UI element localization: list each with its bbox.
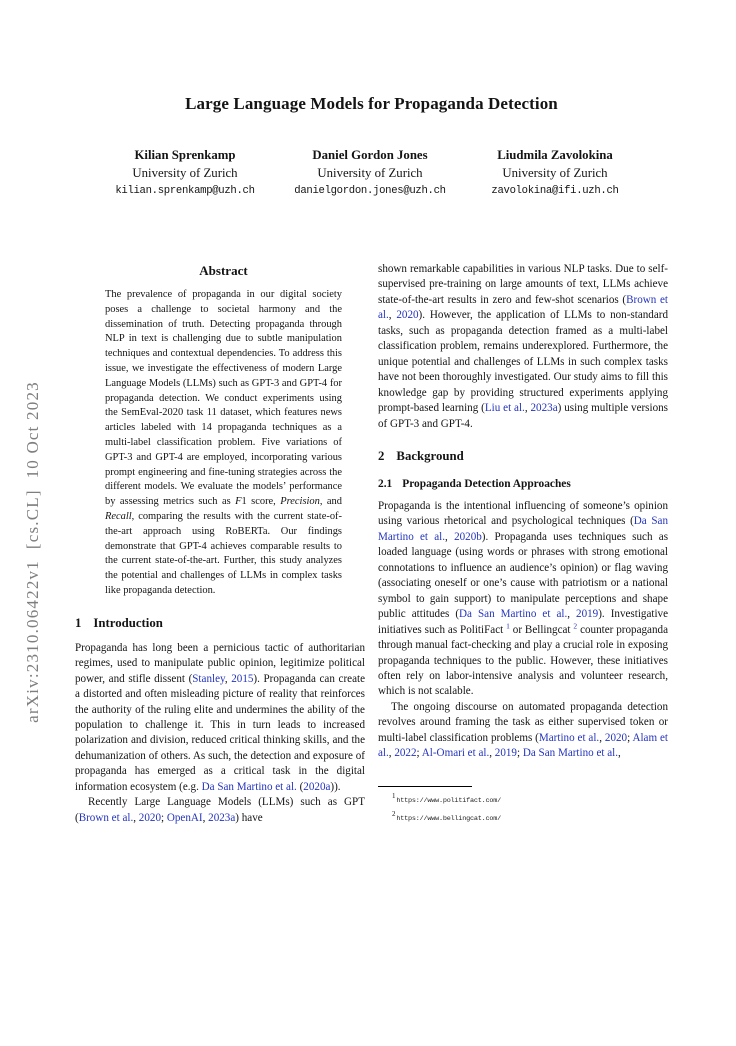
- text-run: ,: [524, 402, 531, 415]
- citation-link[interactable]: 2020: [396, 309, 419, 322]
- text-run: ,: [224, 672, 232, 685]
- footnote-marker[interactable]: 1: [506, 620, 510, 630]
- text-run: or Bellingcat: [509, 623, 574, 636]
- citation-link[interactable]: Liu et al.: [484, 402, 525, 415]
- citation-link[interactable]: Brown et al.: [378, 293, 669, 322]
- text-run: ,: [388, 309, 397, 322]
- paragraph: [75, 795, 365, 826]
- paragraph: [75, 641, 365, 796]
- text-run: The ongoing discourse on automated propaganda detection revolves around framing the task as either supervised token or multi-label classification problems (: [378, 700, 668, 744]
- author-affiliation: University of Zurich: [502, 166, 608, 180]
- text-run: ). Investigative initiatives such as PolitiFact: [378, 608, 669, 636]
- citation-link[interactable]: 2019: [576, 608, 599, 621]
- section-title: Background: [396, 448, 464, 463]
- paper-title: Large Language Models for Propaganda Detection: [185, 94, 558, 113]
- footnote-number: 2: [392, 810, 396, 819]
- text-run: ,: [445, 530, 455, 543]
- text-run: Recall: [105, 510, 132, 522]
- author-affiliation: University of Zurich: [317, 166, 423, 180]
- text-run: ;: [160, 811, 167, 824]
- citation-link[interactable]: 2019: [494, 747, 517, 760]
- citation-link[interactable]: 2020: [604, 731, 628, 744]
- author-card: [466, 148, 644, 197]
- subsection-title: Propaganda Detection Approaches: [402, 477, 571, 490]
- text-run: )).: [330, 780, 341, 793]
- citation-link[interactable]: Martino et al.: [538, 731, 600, 744]
- citation-link[interactable]: Da San Martino et al.: [378, 515, 668, 543]
- citation-link[interactable]: 2020a: [303, 780, 331, 793]
- citation-link[interactable]: Da San Martino et al.: [459, 608, 568, 621]
- paragraph: [378, 700, 668, 762]
- citation-link[interactable]: 2015: [231, 672, 254, 685]
- author-name: Kilian Sprenkamp: [134, 148, 236, 162]
- text-run: ;: [416, 747, 422, 760]
- subsection-heading-propaganda-detection-approaches: [378, 478, 668, 490]
- arxiv-stamp: arXiv:2310.06422v1 [cs.CL] 10 Oct 2023: [23, 381, 42, 723]
- text-run: ) have: [235, 811, 263, 824]
- footnote-rule: [378, 786, 472, 787]
- abstract-heading: Abstract: [199, 263, 248, 278]
- footnote-number: 1: [392, 791, 396, 800]
- text-run: ,: [388, 747, 395, 760]
- text-run: ;: [627, 731, 633, 744]
- text-run: Precision: [280, 496, 320, 508]
- citation-link[interactable]: Brown et al.: [78, 811, 134, 824]
- subsection-number: 2.1: [378, 477, 393, 490]
- author-name: Daniel Gordon Jones: [312, 148, 428, 162]
- author-affiliation: University of Zurich: [132, 166, 238, 180]
- section-number: 1: [75, 615, 82, 630]
- footnote-item: [392, 811, 668, 823]
- author-email-link[interactable]: zavolokina@ifi.uzh.ch: [491, 185, 619, 197]
- citation-link[interactable]: 2022: [394, 747, 417, 760]
- citation-link[interactable]: Alam et al.: [378, 731, 669, 760]
- text-run: ). However, the application of LLMs to non-standard tasks, such as propaganda detection framed as a multi-label classification problem, remains underexplored. Furthermore, the unique potential and challenges of LLMs in such complex tasks have not been thoroughly investigated. Our study aims to fill this knowledge gap by providing structured experiments applying prompt-based learning (: [378, 309, 668, 415]
- section-heading-introduction: [75, 616, 365, 631]
- footnote-block: [378, 786, 668, 824]
- citation-link[interactable]: 2023a: [530, 402, 558, 415]
- section-heading-background: [378, 449, 668, 464]
- text-run: ;: [516, 747, 523, 760]
- text-run: , comparing the results with the current state-of-the-art approach using RoBERTa. Our findings demonstrate that GPT-4 achieves comparable results to the current state-of-the-art. Further, this study analyzes the potential and challenges of LLMs in complex tasks like propaganda detection.: [105, 510, 342, 596]
- citation-link[interactable]: Stanley: [192, 672, 225, 685]
- text-run: ,: [599, 731, 605, 744]
- section-title: Introduction: [93, 615, 163, 630]
- paragraph: [378, 262, 668, 432]
- text-run: , and: [319, 496, 342, 508]
- abstract-paragraph: [105, 288, 342, 599]
- author-email-link[interactable]: kilian.sprenkamp@uzh.ch: [115, 185, 255, 197]
- citation-link[interactable]: 2023a: [208, 811, 236, 824]
- citation-link[interactable]: Al-Omari et al.: [421, 747, 490, 760]
- right-column: [378, 262, 668, 830]
- text-run: Propaganda is the intentional influencing of someone’s opinion using various rhetorical and psychological techniques (: [378, 499, 668, 528]
- author-block: [60, 148, 680, 197]
- text-run: Recently Large Language Models (LLMs) such as GPT (: [75, 796, 365, 824]
- citation-link[interactable]: OpenAI: [166, 811, 203, 824]
- text-run: (: [296, 780, 304, 793]
- paragraph: [378, 499, 668, 700]
- citation-link[interactable]: Da San Martino et al.: [522, 747, 619, 760]
- text-run: shown remarkable capabilities in various NLP tasks. Due to self-supervised pre-training on large amounts of text, LLMs achieve state-of-the-art results in zero and few-shot scenarios (: [378, 263, 668, 306]
- author-name: Liudmila Zavolokina: [497, 148, 613, 162]
- footnote-marker[interactable]: 2: [573, 620, 578, 630]
- citation-link[interactable]: Da San Martino et al.: [201, 780, 297, 793]
- text-run: The prevalence of propaganda in our digital society poses a challenge to societal harmony and the dissemination of truth. Detecting propaganda through NLP in text is challenging due to subtle manipulation techniques and contextual dependencies. To address this issue, we investigate the effectiveness of modern Large Language Models (LLMs) such as GPT-3 and GPT-4 for propaganda detection. We conduct experiments using the SemEval-2020 task 11 dataset, which features news articles labeled with 14 propaganda techniques as a multi-label classification problem. Five variations of GPT-3 and GPT-4 are employed, incorporating various prompt engineering and fine-tuning strategies across the different models. We evaluate the models’ performance by assessing metrics such as: [105, 289, 342, 508]
- author-email-link[interactable]: danielgordon.jones@uzh.ch: [294, 185, 446, 197]
- footnote-url-link[interactable]: https://www.bellingcat.com/: [396, 815, 502, 824]
- footnote-url-link[interactable]: https://www.politifact.com/: [396, 796, 502, 805]
- text-run: ,: [618, 747, 621, 760]
- two-column-body: [75, 262, 668, 830]
- text-run: Propaganda has long been a pernicious tactic of authoritarian regimes, used to manipulate public opinion, legitimize political power, and stifle dissent (: [75, 641, 365, 685]
- text-run: counter propaganda through manual fact-checking and play a crucial role in exposing propaganda techniques to the public. However, these initiatives often rely on labor-intensive analysis and volunteer research, which is not scalable.: [378, 623, 668, 698]
- author-card: [96, 148, 274, 197]
- left-column: [75, 262, 365, 830]
- citation-link[interactable]: 2020b: [454, 530, 482, 543]
- text-run: ) using multiple versions of GPT-3 and GPT-4.: [378, 402, 668, 430]
- section-number: 2: [378, 448, 385, 463]
- text-run: ,: [567, 608, 577, 621]
- text-run: ). Propaganda uses techniques such as loaded language (using words or phrases with strong emotional connotations to influence an audience’s opinion) or flag waving (associating oneself or one’s cause with patriotism or a national symbol to gain support) to manipulate perceptions and shape public attitudes (: [378, 530, 669, 621]
- footnote-item: [392, 793, 668, 805]
- text-run: ,: [202, 811, 209, 824]
- author-card: [281, 148, 459, 197]
- text-run: ). Propaganda can create a distorted and often misleading picture of reality that reinforces the authority of the ruling elite and undermines the ability of the population to challenge it. This in turn leads to increased polarization and division, reduced critical thinking skills, and the dehumanization of others. As such, the detection and exposure of propaganda has emerged as a critical task in the digital information ecosystem (e.g.: [75, 672, 366, 793]
- text-run: 1 score,: [241, 496, 281, 508]
- text-run: F: [235, 496, 242, 508]
- text-run: ,: [489, 747, 495, 760]
- text-run: ,: [133, 811, 139, 824]
- citation-link[interactable]: 2020: [138, 811, 161, 824]
